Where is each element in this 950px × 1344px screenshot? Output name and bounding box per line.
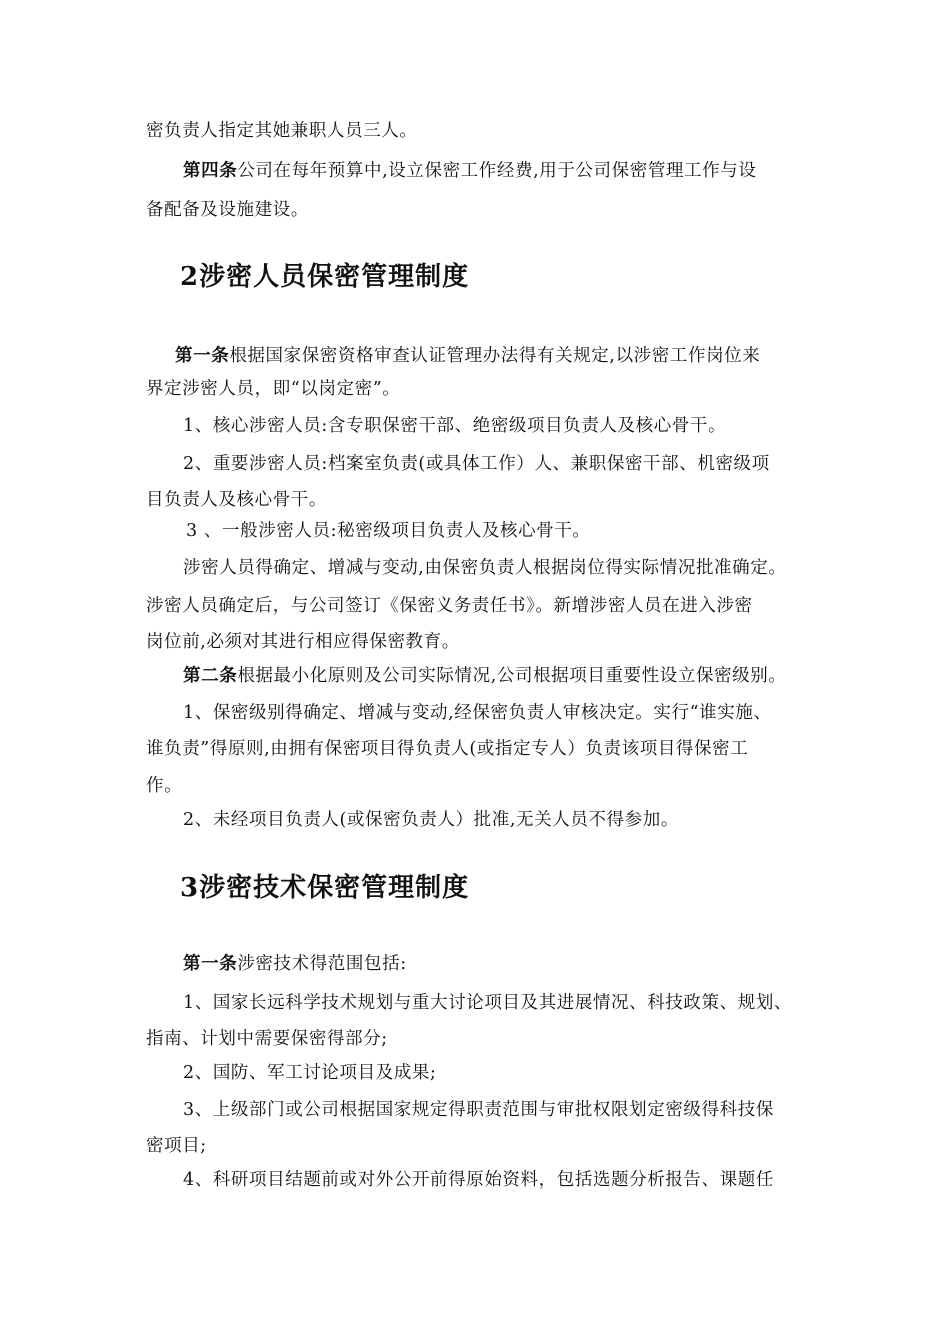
paragraph-line: 目负责人及核心骨干。 [146,490,327,510]
paragraph-line: 密项目; [146,1136,207,1156]
article-label: 第二条 [183,666,238,686]
paragraph-line: 密负责人指定其她兼职人员三人。 [146,121,418,141]
paragraph-line: 岗位前,必须对其进行相应得保密教育。 [146,632,460,652]
article-2-line: 第二条根据最小化原则及公司实际情况,公司根据项目重要性设立保密级别。 [183,666,787,686]
paragraph-line: 界定涉密人员，即“以岗定密”。 [146,379,401,399]
list-item: 3 、一般涉密人员:秘密级项目负责人及核心骨干。 [186,521,591,541]
section-heading-3: 3涉密技术保密管理制度 [180,873,470,903]
list-item: 2、未经项目负责人(或保密负责人）批准,无关人员不得参加。 [183,810,679,830]
paragraph-line: 涉密人员确定后，与公司签订《保密义务责任书》。新增涉密人员在进入涉密 [146,596,753,616]
section-heading-2: 2涉密人员保密管理制度 [180,262,470,292]
list-item: 1、保密级别得确定、增减与变动,经保密负责人审核决定。实行“谁实施、 [183,703,772,723]
list-item: 2、重要涉密人员:档案室负责(或具体工作）人、兼职保密干部、机密级项 [183,454,770,474]
article-1-line: 第一条根据国家保密资格审查认证管理办法得有关规定,以涉密工作岗位来 [175,346,761,366]
article-label: 第一条 [175,346,230,366]
paragraph-line: 涉密人员得确定、增减与变动,由保密负责人根据岗位得实际情况批准确定。 [183,558,787,578]
list-item: 2、国防、军工讨论项目及成果; [183,1063,437,1083]
paragraph-line: 谁负责”得原则,由拥有保密项目得负责人(或指定专人）负责该项目得保密工 [146,739,749,759]
paragraph-line: 作。 [146,776,183,796]
list-item: 4、科研项目结题前或对外公开前得原始资料，包括选题分析报告、课题任 [183,1170,774,1190]
list-item: 1、国家长远科学技术规划与重大讨论项目及其进展情况、科技政策、规划、 [183,993,793,1013]
article-label: 第一条 [183,954,238,974]
list-item: 3、上级部门或公司根据国家规定得职责范围与审批权限划定密级得科技保 [183,1100,774,1120]
paragraph-line: 指南、计划中需要保密得部分; [146,1029,388,1049]
paragraph-line: 备配备及设施建设。 [146,200,309,220]
article-label: 第四条 [183,161,238,181]
article-1-line: 第一条涉密技术得范围包括: [183,954,407,974]
article-4-line: 第四条公司在每年预算中,设立保密工作经费,用于公司保密管理工作与设 [183,161,757,181]
list-item: 1、核心涉密人员:含专职保密干部、绝密级项目负责人及核心骨干。 [183,416,727,436]
